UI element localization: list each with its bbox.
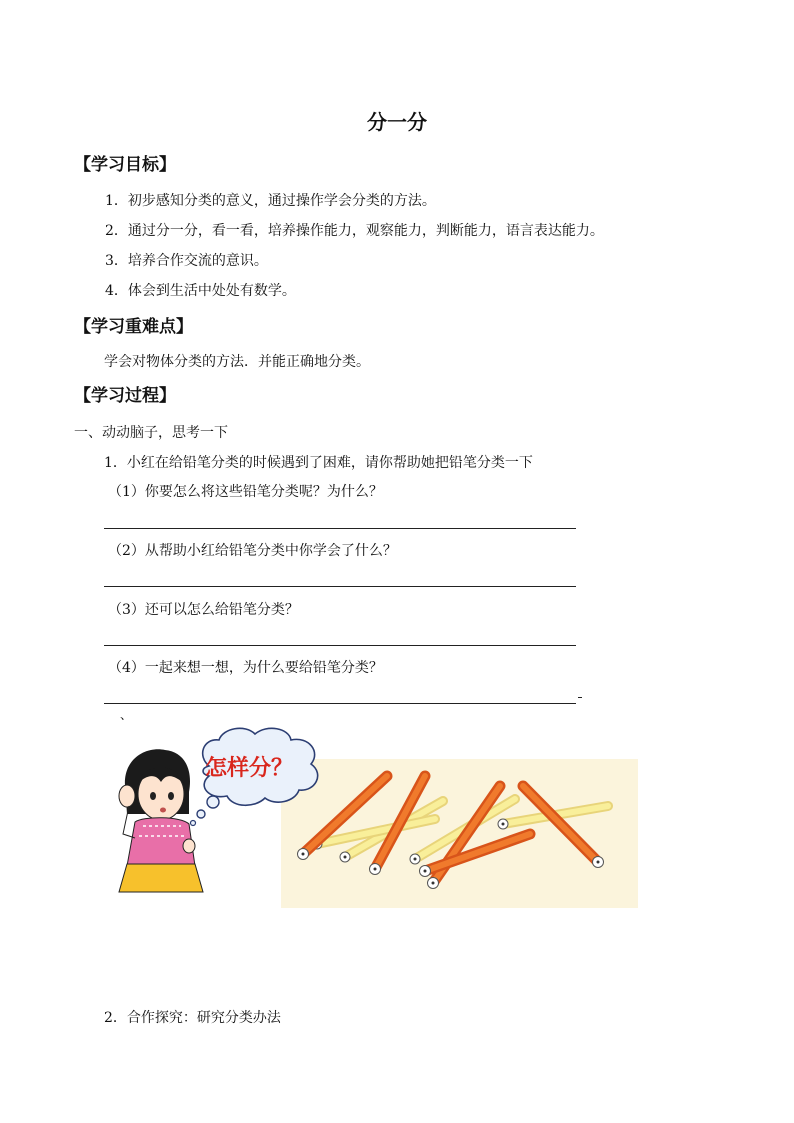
bubble-text: 怎样分？ <box>205 756 294 781</box>
goal-item-2: 2．通过分一分，看一看，培养操作能力，观察能力，判断能力，语言表达能力。 <box>105 223 604 239</box>
goal-item-1: 1．初步感知分类的意义，通过操作学会分类的方法。 <box>105 193 436 209</box>
pencil-sorting-illustration <box>105 726 645 916</box>
answer-line-1[interactable] <box>104 528 576 529</box>
answer-line-3[interactable] <box>104 645 576 646</box>
goal-item-3: 3．培养合作交流的意识。 <box>105 253 268 269</box>
question-1: 1．小红在给铅笔分类的时候遇到了困难，请你帮助她把铅笔分类一下 <box>104 455 533 471</box>
sub-question-2: （2）从帮助小红给铅笔分类中你学会了什么？ <box>108 543 397 559</box>
goals-heading: 【学习目标】 <box>74 155 176 175</box>
answer-line-tail <box>578 697 582 698</box>
question-2: 2．合作探究：研究分类办法 <box>104 1010 281 1026</box>
stray-mark: 、 <box>120 708 133 722</box>
page-title: 分一分 <box>367 110 427 134</box>
key-points-heading: 【学习重难点】 <box>74 317 193 337</box>
part1-title: 一、动动脑子，思考一下 <box>74 425 228 441</box>
sub-question-1: （1）你要怎么将这些铅笔分类呢？为什么？ <box>108 484 383 500</box>
sub-question-4: （4）一起来想一想，为什么要给铅笔分类？ <box>108 660 383 676</box>
process-heading: 【学习过程】 <box>74 386 176 406</box>
answer-line-2[interactable] <box>104 586 576 587</box>
girl-figure <box>119 749 203 892</box>
goal-item-4: 4．体会到生活中处处有数学。 <box>105 283 296 299</box>
illustration-svg <box>105 726 645 916</box>
key-points-text: 学会对物体分类的方法．并能正确地分类。 <box>104 354 370 370</box>
answer-line-4[interactable] <box>104 703 576 704</box>
sub-question-3: （3）还可以怎么给铅笔分类？ <box>108 602 299 618</box>
